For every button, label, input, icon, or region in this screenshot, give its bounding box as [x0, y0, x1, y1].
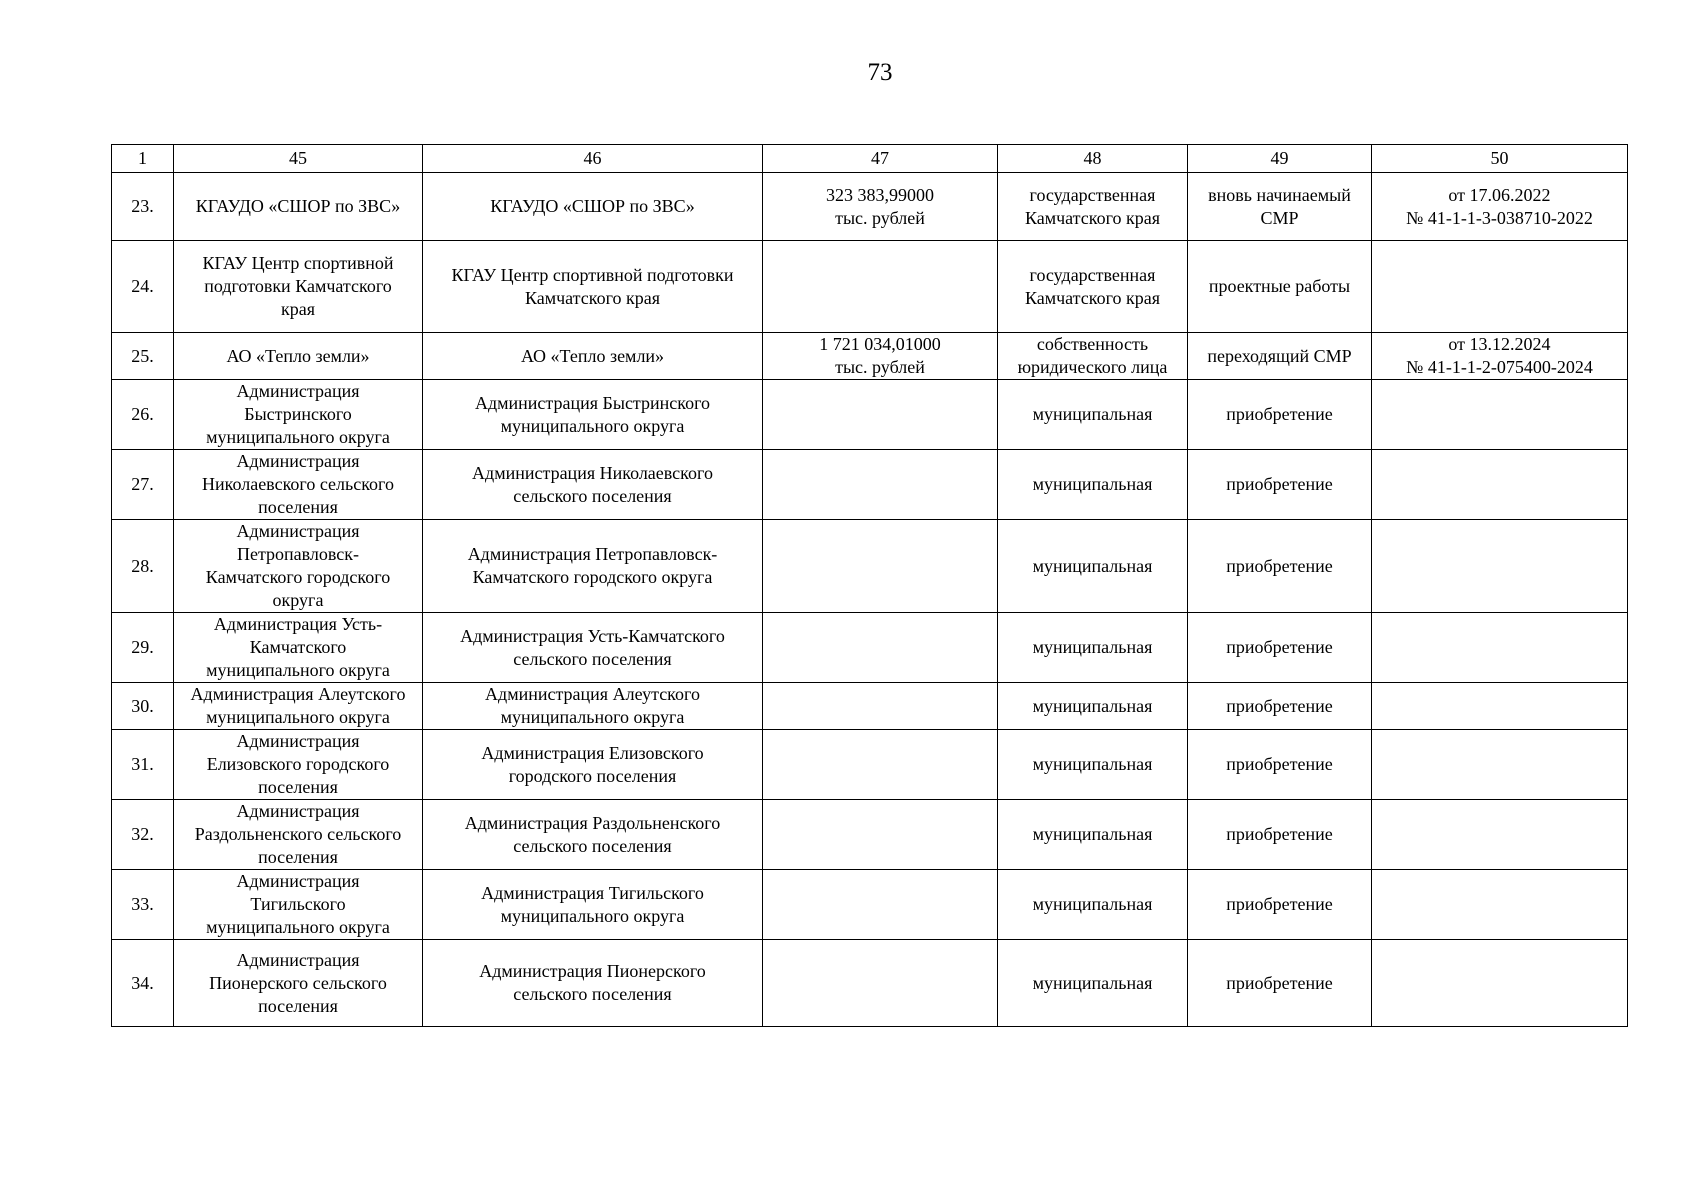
table-row [112, 940, 1628, 1027]
cell-col-46: Администрация Алеутского муниципального округа [423, 683, 763, 730]
column-header-50: 50 [1372, 145, 1628, 173]
cell-col-48: муниципальная [998, 800, 1188, 870]
cell-col-45: Администрация Пионерского сельского поселения [174, 940, 423, 1027]
cell-col-48: государственная Камчатского края [998, 173, 1188, 241]
cell-col-48: собственность юридического лица [998, 333, 1188, 380]
cell-col-46: Администрация Пионерского сельского поселения [423, 940, 763, 1027]
row-number-cell: 34. [112, 940, 174, 1027]
row-number-cell: 29. [112, 613, 174, 683]
row-number-cell: 30. [112, 683, 174, 730]
cell-col-45: Администрация Николаевского сельского поселения [174, 450, 423, 520]
table-row [112, 730, 1628, 800]
cell-col-49: приобретение [1188, 730, 1372, 800]
cell-col-50 [1372, 870, 1628, 940]
cell-col-48: муниципальная [998, 870, 1188, 940]
cell-col-49: переходящий СМР [1188, 333, 1372, 380]
cell-col-45: Администрация Усть- Камчатского муниципального округа [174, 613, 423, 683]
cell-col-49: проектные работы [1188, 241, 1372, 333]
table-row [112, 241, 1628, 333]
cell-col-46: АО «Тепло земли» [423, 333, 763, 380]
row-number-cell: 24. [112, 241, 174, 333]
cell-col-50: от 13.12.2024 № 41-1-1-2-075400-2024 [1372, 333, 1628, 380]
cell-col-46: Администрация Петропавловск- Камчатского городского округа [423, 520, 763, 613]
row-number-cell: 28. [112, 520, 174, 613]
cell-col-47 [763, 450, 998, 520]
cell-col-49: приобретение [1188, 800, 1372, 870]
cell-col-49: приобретение [1188, 683, 1372, 730]
cell-col-47 [763, 730, 998, 800]
cell-col-46: Администрация Тигильского муниципального округа [423, 870, 763, 940]
cell-col-45: Администрация Тигильского муниципального округа [174, 870, 423, 940]
cell-col-45: КГАУ Центр спортивной подготовки Камчатского края [174, 241, 423, 333]
column-header-45: 45 [174, 145, 423, 173]
cell-col-46: Администрация Раздольненского сельского поселения [423, 800, 763, 870]
table-row [112, 520, 1628, 613]
row-number-cell: 31. [112, 730, 174, 800]
row-number-cell: 33. [112, 870, 174, 940]
row-number-cell: 32. [112, 800, 174, 870]
cell-col-46: КГАУДО «СШОР по ЗВС» [423, 173, 763, 241]
cell-col-45: Администрация Петропавловск- Камчатского городского округа [174, 520, 423, 613]
cell-col-46: Администрация Быстринского муниципального округа [423, 380, 763, 450]
table-row [112, 173, 1628, 241]
cell-col-50 [1372, 940, 1628, 1027]
cell-col-47 [763, 683, 998, 730]
cell-col-47 [763, 800, 998, 870]
cell-col-49: приобретение [1188, 380, 1372, 450]
cell-col-50 [1372, 450, 1628, 520]
cell-col-47: 1 721 034,01000 тыс. рублей [763, 333, 998, 380]
cell-col-50 [1372, 613, 1628, 683]
column-header-46: 46 [423, 145, 763, 173]
row-number-cell: 26. [112, 380, 174, 450]
column-header-49: 49 [1188, 145, 1372, 173]
cell-col-48: муниципальная [998, 380, 1188, 450]
cell-col-47 [763, 940, 998, 1027]
row-number-cell: 23. [112, 173, 174, 241]
table-row [112, 613, 1628, 683]
cell-col-48: государственная Камчатского края [998, 241, 1188, 333]
row-number-cell: 27. [112, 450, 174, 520]
cell-col-48: муниципальная [998, 683, 1188, 730]
column-header-48: 48 [998, 145, 1188, 173]
table-body [112, 173, 1628, 1027]
cell-col-50: от 17.06.2022 № 41-1-1-3-038710-2022 [1372, 173, 1628, 241]
cell-col-50 [1372, 241, 1628, 333]
document-table [111, 144, 1628, 1027]
cell-col-48: муниципальная [998, 730, 1188, 800]
cell-col-47 [763, 870, 998, 940]
cell-col-47 [763, 380, 998, 450]
page-number: 73 [867, 59, 893, 86]
cell-col-46: Администрация Усть-Камчатского сельского поселения [423, 613, 763, 683]
cell-col-47 [763, 520, 998, 613]
cell-col-49: приобретение [1188, 613, 1372, 683]
table-row [112, 333, 1628, 380]
cell-col-50 [1372, 800, 1628, 870]
cell-col-48: муниципальная [998, 520, 1188, 613]
cell-col-49: приобретение [1188, 940, 1372, 1027]
cell-col-47 [763, 613, 998, 683]
cell-col-49: приобретение [1188, 450, 1372, 520]
table-row [112, 683, 1628, 730]
cell-col-48: муниципальная [998, 613, 1188, 683]
cell-col-45: КГАУДО «СШОР по ЗВС» [174, 173, 423, 241]
table-row [112, 380, 1628, 450]
cell-col-50 [1372, 730, 1628, 800]
table-header-row [112, 145, 1628, 173]
table-row [112, 450, 1628, 520]
cell-col-50 [1372, 520, 1628, 613]
cell-col-48: муниципальная [998, 940, 1188, 1027]
column-header-1: 1 [112, 145, 174, 173]
cell-col-45: Администрация Алеутского муниципального округа [174, 683, 423, 730]
table-row [112, 870, 1628, 940]
cell-col-50 [1372, 683, 1628, 730]
column-header-47: 47 [763, 145, 998, 173]
cell-col-47: 323 383,99000 тыс. рублей [763, 173, 998, 241]
cell-col-46: КГАУ Центр спортивной подготовки Камчатского края [423, 241, 763, 333]
cell-col-46: Администрация Елизовского городского поселения [423, 730, 763, 800]
cell-col-49: приобретение [1188, 870, 1372, 940]
cell-col-48: муниципальная [998, 450, 1188, 520]
cell-col-45: АО «Тепло земли» [174, 333, 423, 380]
cell-col-45: Администрация Раздольненского сельского поселения [174, 800, 423, 870]
cell-col-46: Администрация Николаевского сельского поселения [423, 450, 763, 520]
cell-col-45: Администрация Елизовского городского поселения [174, 730, 423, 800]
cell-col-45: Администрация Быстринского муниципального округа [174, 380, 423, 450]
cell-col-49: приобретение [1188, 520, 1372, 613]
cell-col-49: вновь начинаемый СМР [1188, 173, 1372, 241]
cell-col-50 [1372, 380, 1628, 450]
row-number-cell: 25. [112, 333, 174, 380]
table-row [112, 800, 1628, 870]
cell-col-47 [763, 241, 998, 333]
